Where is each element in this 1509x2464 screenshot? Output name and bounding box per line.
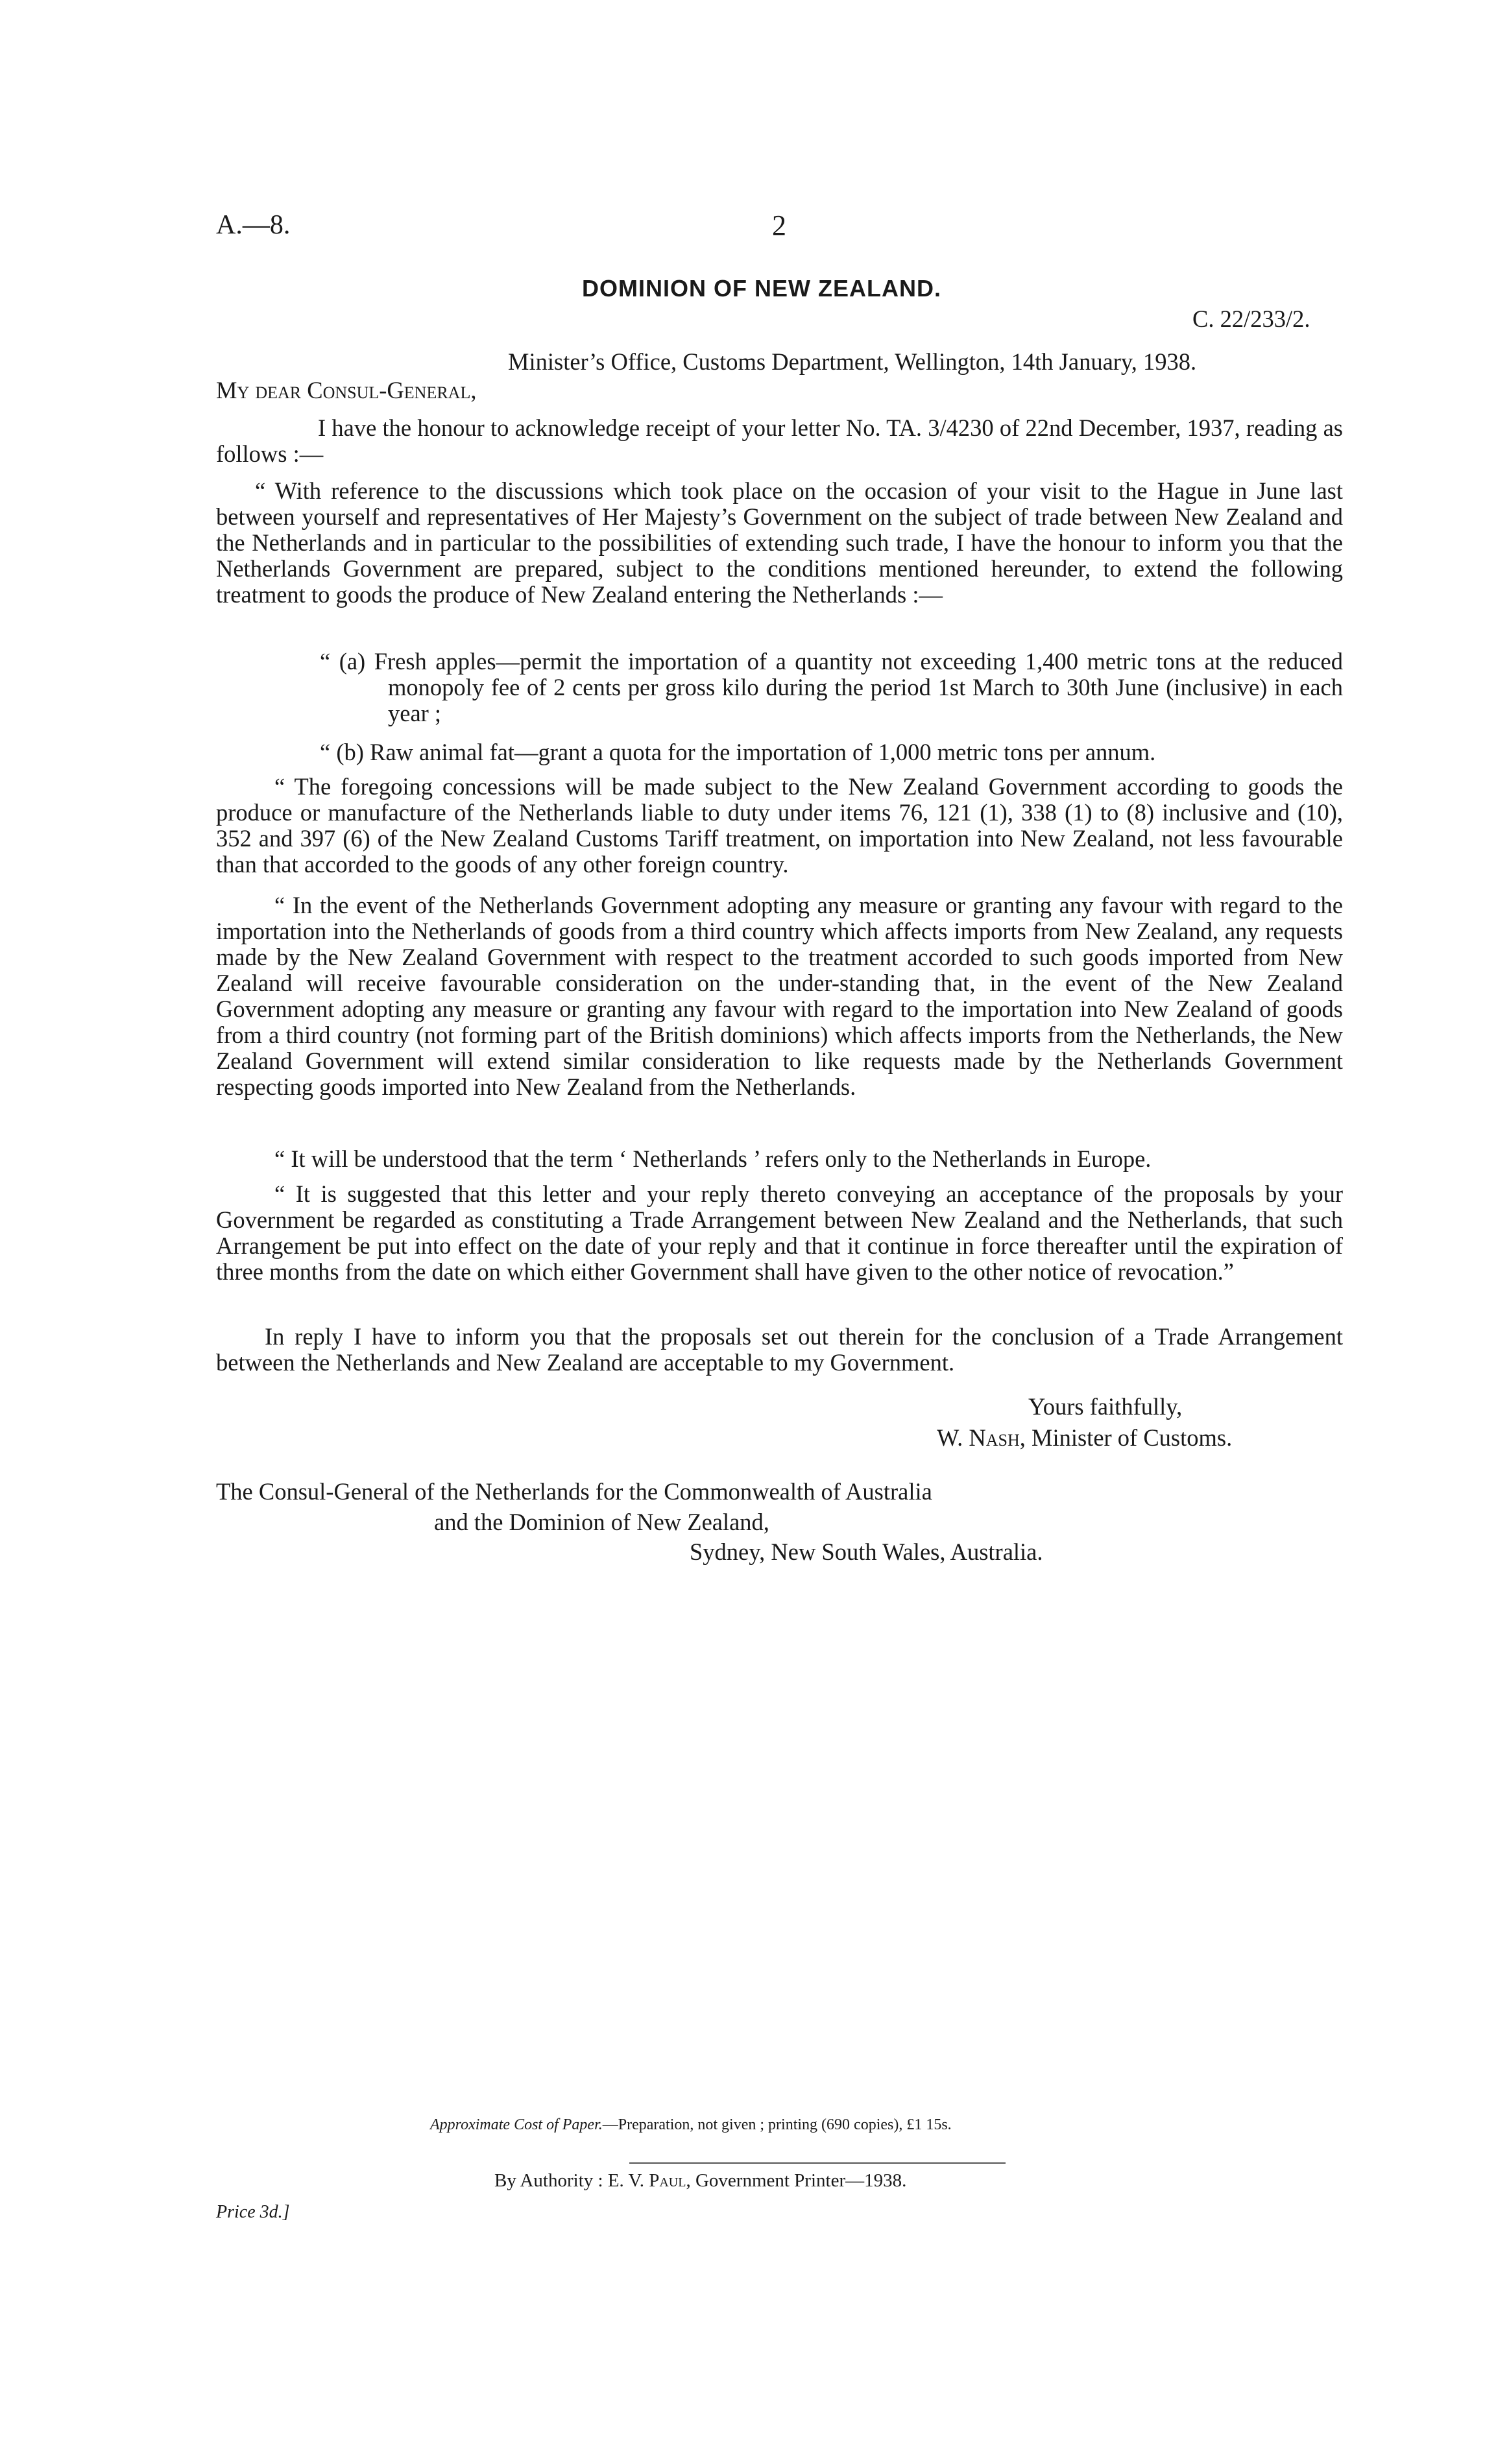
cost-text: —Preparation, not given ; printing (690 copies), £1 15s.: [602, 2116, 952, 2133]
signer-initial: W.: [937, 1424, 963, 1451]
page-number: 2: [772, 209, 786, 241]
closing: Yours faithfully,: [1028, 1393, 1183, 1420]
list-item-a-label: “ (a): [320, 648, 366, 675]
footer-divider: [629, 2162, 1006, 2164]
dateline: Minister’s Office, Customs Department, Wellington, 14th January, 1938.: [508, 348, 1197, 375]
file-reference: C. 22/233/2.: [1192, 305, 1310, 332]
quoted-paragraph-2: “ The foregoing concessions will be made subject to the New Zealand Government according to goods the produce or manufacture of the Netherlands liable to duty under items 76, 121 (1), 338 (1) to (8) inclusive and (10), 352 and 397 (6) of the New Zealand Customs Tariff treatment, on importation into New Zealand, not less favourable than that accorded to the goods of any other foreign country.: [216, 773, 1343, 878]
salutation-prefix: My dear: [216, 377, 302, 403]
signer-name: Nash,: [969, 1424, 1026, 1451]
cost-label: Approximate Cost of Paper.: [430, 2116, 603, 2133]
signer-title: Minister of Customs.: [1031, 1424, 1233, 1451]
quoted-paragraph-5: “ It is suggested that this letter and your reply thereto conveying an acceptance of the proposals by your Government be regarded as constituting a Trade Arrangement between New Zealand and the Netherlands, that such Arrangement be put into effect on the date of your reply and that it continue in force thereafter until the expiration of three months from the date on which either Government shall have given to the other notice of revocation.”: [216, 1180, 1343, 1285]
letter-paragraph-reply: In reply I have to inform you that the proposals set out therein for the conclusion of a Trade Arrangement between the Netherlands and New Zealand are acceptable to my Government.: [216, 1323, 1343, 1376]
signature-line: [937, 1424, 1232, 1452]
salutation: [216, 376, 476, 404]
list-item-a-text: Fresh apples—permit the importation of a quantity not exceeding 1,400 metric tons at the reduced monopoly fee of 2 cents per gross kilo during the period 1st March to 30th June (inclusive) in each year ;: [374, 648, 1344, 726]
quoted-paragraph-4: “ It will be understood that the term ‘ Netherlands ’ refers only to the Netherlands in Europe.: [274, 1145, 1152, 1172]
addressee-line-2: and the Dominion of New Zealand,: [434, 1509, 769, 1535]
page-reference: A.—8.: [216, 210, 291, 240]
price: Price 3d.]: [216, 2202, 290, 2222]
list-item-b-label: “ (b): [320, 739, 364, 765]
addressee-line-1: The Consul-General of the Netherlands for the Commonwealth of Australia: [216, 1478, 932, 1505]
salutation-main: Consul-General,: [307, 377, 477, 403]
printer-suffix: Government Printer—1938.: [695, 2170, 907, 2191]
list-item-a: [320, 648, 1344, 726]
cost-of-paper: [430, 2116, 952, 2134]
printer-initials: E. V.: [607, 2170, 644, 2191]
printer-name: Paul,: [649, 2170, 691, 2191]
quoted-paragraph-1: “ With reference to the discussions which took place on the occasion of your visit to the Hague in June last between yourself and representatives of Her Majesty’s Government on the subject of trade between New Zealand and the Netherlands and in particular to the possibilities of extending such trade, I have the honour to inform you that the Netherlands Government are prepared, subject to the conditions mentioned hereunder, to extend the following treatment to goods the produce of New Zealand entering the Netherlands :—: [216, 477, 1343, 608]
authority-prefix: By Authority :: [494, 2170, 603, 2191]
quoted-paragraph-3: “ In the event of the Netherlands Government adopting any measure or granting any favour with regard to the importation into the Netherlands of goods from a third country which affects imports from New Zealand, any requests made by the New Zealand Government with respect to the treatment accorded to such goods imported from New Zealand will receive favourable consideration on the under-standing that, in the event of the New Zealand Government adopting any measure or granting any favour with regard to the importation into New Zealand of goods from a third country (not forming part of the British dominions) which affects imports from the Netherlands, the New Zealand Government will extend similar consideration to like requests made by the Netherlands Government respecting goods imported into New Zealand from the Netherlands.: [216, 892, 1343, 1100]
list-item-b: [320, 739, 1343, 765]
addressee-line-3: Sydney, New South Wales, Australia.: [690, 1538, 1043, 1565]
printer-authority: [494, 2170, 906, 2192]
letter-paragraph-1: I have the honour to acknowledge receipt of your letter No. TA. 3/4230 of 22nd December, 1937, reading as follows :—: [216, 414, 1343, 467]
document-title: DOMINION OF NEW ZEALAND.: [582, 275, 941, 302]
list-item-b-text: Raw animal fat—grant a quota for the importation of 1,000 metric tons per annum.: [370, 739, 1156, 765]
